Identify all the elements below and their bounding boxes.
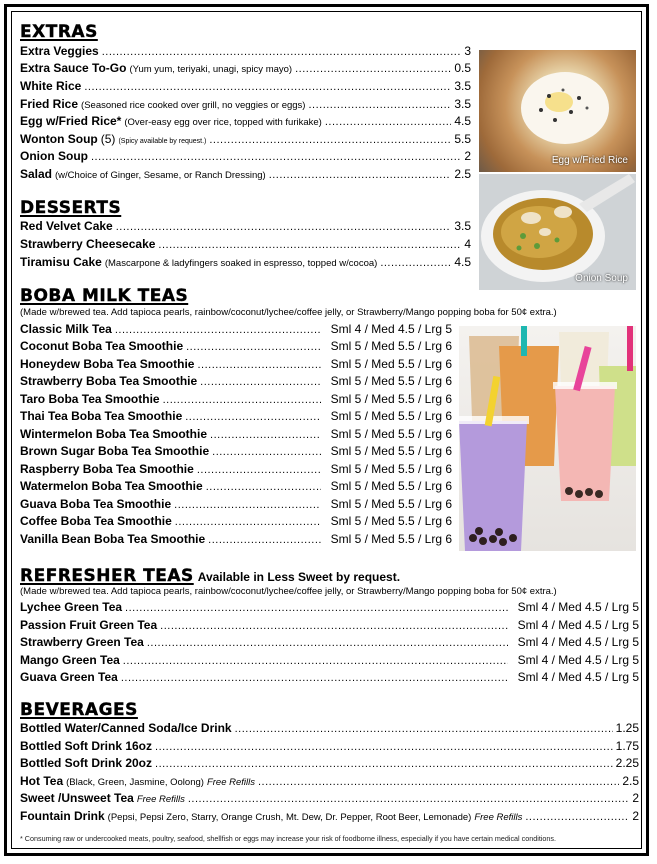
desserts-title: DESSERTS bbox=[20, 198, 122, 218]
tea-item: Coconut Boba Tea Smoothie ..... Sml 5 / Med 5.5 / Lrg 6 bbox=[20, 339, 452, 356]
boba-note: (Made w/brewed tea. Add tapioca pearls, rainbow/coconut/lychee/coffee jelly, or Strawberry/Mango popping boba for 50¢ extra.) bbox=[20, 307, 557, 318]
tea-item: Mango Green Tea ..... Sml 4 / Med 4.5 / Lrg 5 bbox=[20, 653, 639, 670]
tea-item: Coffee Boba Tea Smoothie ..... Sml 5 / Med 5.5 / Lrg 6 bbox=[20, 514, 452, 531]
soup-photo-caption: Onion Soup bbox=[575, 273, 628, 284]
extras-title: EXTRAS bbox=[20, 22, 98, 42]
menu-item: Egg w/Fried Rice* (Over-easy egg over rice, topped with furikake) ..... 4.5 bbox=[20, 114, 471, 131]
tea-item: Taro Boba Tea Smoothie ..... Sml 5 / Med 5.5 / Lrg 6 bbox=[20, 392, 452, 409]
menu-item: Extra Veggies ..... 3 bbox=[20, 44, 471, 61]
tea-item: Strawberry Green Tea ..... Sml 4 / Med 4.5 / Lrg 5 bbox=[20, 635, 639, 652]
menu-item: Fountain Drink (Pepsi, Pepsi Zero, Starry, Orange Crush, Mt. Dew, Dr. Pepper, Root Beer, Lemonade) Free Refills ..... 2 bbox=[20, 809, 639, 826]
tea-item: Brown Sugar Boba Tea Smoothie ..... Sml 5 / Med 5.5 / Lrg 6 bbox=[20, 444, 452, 461]
menu-item: Strawberry Cheesecake ..... 4 bbox=[20, 237, 471, 254]
tea-item: Classic Milk Tea ..... Sml 4 / Med 4.5 / Lrg 5 bbox=[20, 322, 452, 339]
tea-item: Watermelon Boba Tea Smoothie ..... Sml 5 / Med 5.5 / Lrg 6 bbox=[20, 479, 452, 496]
menu-item: White Rice ..... 3.5 bbox=[20, 79, 471, 96]
tea-item: Guava Green Tea ..... Sml 4 / Med 4.5 / Lrg 5 bbox=[20, 670, 639, 687]
egg-photo-caption: Egg w/Fried Rice bbox=[551, 155, 628, 166]
menu-item: Tiramisu Cake (Mascarpone & ladyfingers soaked in espresso, topped w/cocoa) ..... 4.5 bbox=[20, 255, 471, 272]
tea-item: Wintermelon Boba Tea Smoothie ..... Sml 5 / Med 5.5 / Lrg 6 bbox=[20, 427, 452, 444]
menu-item: Hot Tea (Black, Green, Jasmine, Oolong) Free Refills ..... 2.5 bbox=[20, 774, 639, 791]
footnote: * Consuming raw or undercooked meats, poultry, seafood, shellfish or eggs may increase your risk of foodborne illness, especially if you have certain medical conditions. bbox=[20, 834, 557, 843]
tea-item: Strawberry Boba Tea Smoothie ..... Sml 5 / Med 5.5 / Lrg 6 bbox=[20, 374, 452, 391]
egg-fried-rice-photo bbox=[479, 50, 636, 172]
menu-item: Bottled Soft Drink 20oz ..... 2.25 bbox=[20, 756, 639, 773]
menu-item: Bottled Soft Drink 16oz ..... 1.75 bbox=[20, 739, 639, 756]
refresher-subtitle: Available in Less Sweet by request. bbox=[197, 570, 401, 584]
boba-photo bbox=[459, 326, 636, 551]
menu-item: Wonton Soup (5) (Spicy available by request.) ..... 5.5 bbox=[20, 132, 471, 149]
menu-item: Salad (w/Choice of Ginger, Sesame, or Ranch Dressing) ..... 2.5 bbox=[20, 167, 471, 184]
tea-item: Thai Tea Boba Tea Smoothie ..... Sml 5 / Med 5.5 / Lrg 6 bbox=[20, 409, 452, 426]
tea-item: Raspberry Boba Tea Smoothie ..... Sml 5 / Med 5.5 / Lrg 6 bbox=[20, 462, 452, 479]
menu-item: Extra Sauce To-Go (Yum yum, teriyaki, unagi, spicy mayo) ..... 0.5 bbox=[20, 61, 471, 78]
menu-item: Bottled Water/Canned Soda/Ice Drink ..... 1.25 bbox=[20, 721, 639, 738]
tea-item: Passion Fruit Green Tea ..... Sml 4 / Med 4.5 / Lrg 5 bbox=[20, 618, 639, 635]
refresher-title: REFRESHER TEAS Available in Less Sweet by request. bbox=[20, 566, 401, 586]
tea-item: Guava Boba Tea Smoothie ..... Sml 5 / Med 5.5 / Lrg 6 bbox=[20, 497, 452, 514]
menu-item: Onion Soup ..... 2 bbox=[20, 149, 471, 166]
boba-title: BOBA MILK TEAS bbox=[20, 286, 189, 306]
menu-item: Red Velvet Cake ..... 3.5 bbox=[20, 219, 471, 236]
tea-item: Honeydew Boba Tea Smoothie ..... Sml 5 / Med 5.5 / Lrg 6 bbox=[20, 357, 452, 374]
tea-item: Vanilla Bean Boba Tea Smoothie ..... Sml 5 / Med 5.5 / Lrg 6 bbox=[20, 532, 452, 549]
beverages-title: BEVERAGES bbox=[20, 700, 138, 720]
onion-soup-photo bbox=[479, 174, 636, 290]
menu-item: Fried Rice (Seasoned rice cooked over grill, no veggies or eggs) ..... 3.5 bbox=[20, 97, 471, 114]
menu-item: Sweet /Unsweet Tea Free Refills ..... 2 bbox=[20, 791, 639, 808]
refresher-note: (Made w/brewed tea. Add tapioca pearls, rainbow/coconut/lychee/coffee jelly, or Strawberry/Mango popping boba for 50¢ extra.) bbox=[20, 586, 557, 597]
tea-item: Lychee Green Tea ..... Sml 4 / Med 4.5 / Lrg 5 bbox=[20, 600, 639, 617]
